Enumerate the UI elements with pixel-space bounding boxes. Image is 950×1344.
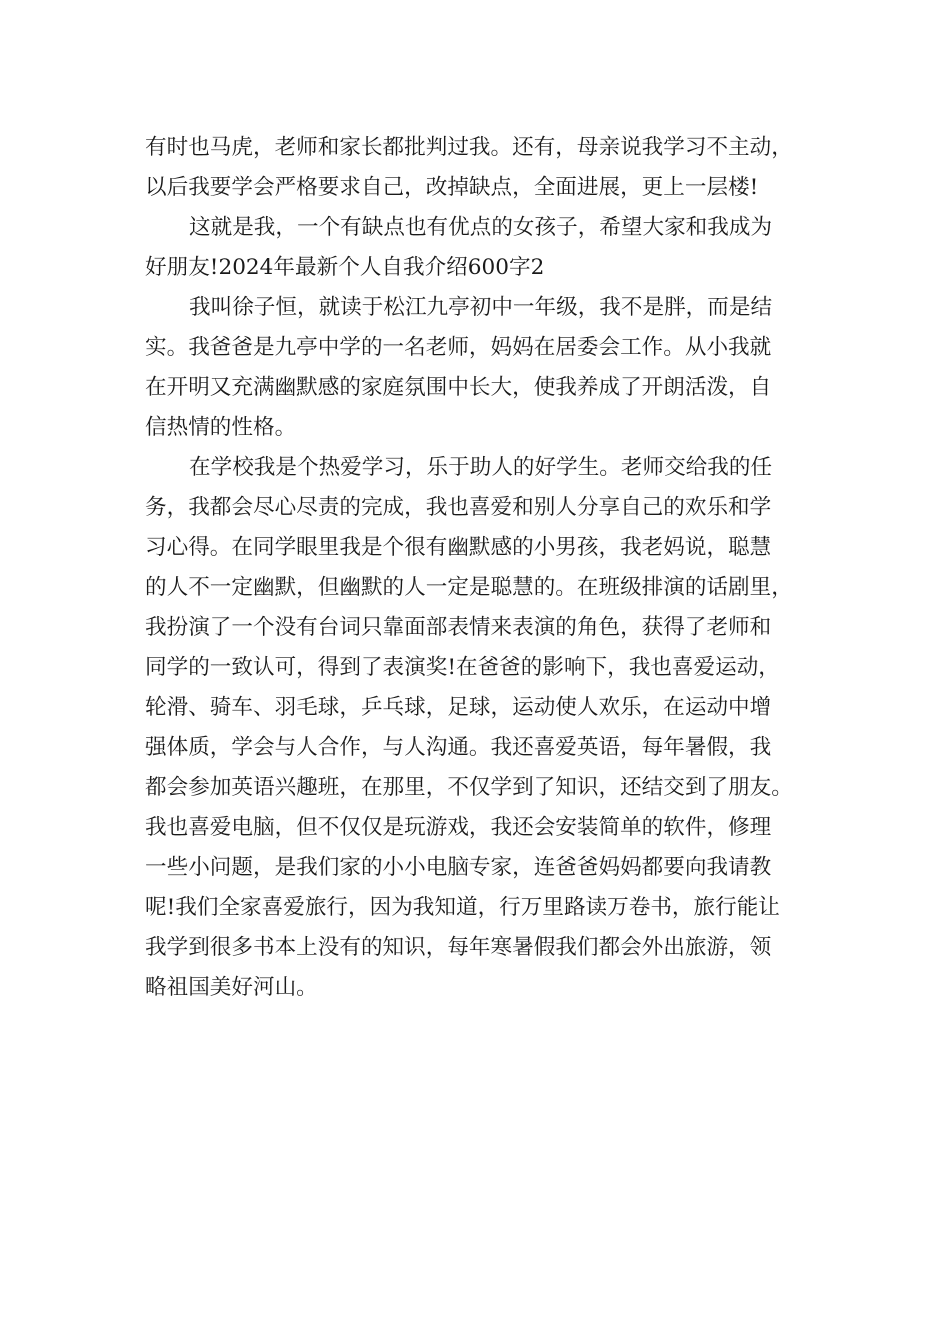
text-line: 习心得。在同学眼里我是个很有幽默感的小男孩，我老妈说，聪慧 [145,535,772,560]
text-line: 强体质，学会与人合作，与人沟通。我还喜爱英语，每年暑假，我 [145,735,772,760]
text-line: 信热情的性格。 [145,415,297,440]
text-line: 实。我爸爸是九亭中学的一名老师，妈妈在居委会工作。从小我就 [145,335,772,360]
text-line: 同学的一致认可，得到了表演奖!在爸爸的影响下，我也喜爱运动， [145,655,780,680]
text-line: 我扮演了一个没有台词只靠面部表情来表演的角色，获得了老师和 [145,615,772,640]
text-line: 务，我都会尽心尽责的完成，我也喜爱和别人分享自己的欢乐和学 [145,495,772,520]
text-line: 好朋友!2024年最新个人自我介绍600字2 [145,255,545,280]
text-line: 轮滑、骑车、羽毛球，乒乓球，足球，运动使人欢乐，在运动中增 [145,695,772,720]
text-line: 都会参加英语兴趣班，在那里，不仅学到了知识，还结交到了朋友。 [145,775,793,800]
text-line: 的人不一定幽默，但幽默的人一定是聪慧的。在班级排演的话剧里， [145,575,793,600]
text-line: 有时也马虎，老师和家长都批判过我。还有，母亲说我学习不主动， [145,135,793,160]
document-body [145,128,825,1008]
text-line: 在开明又充满幽默感的家庭氛围中长大，使我养成了开朗活泼，自 [145,375,772,400]
text-line: 略祖国美好河山。 [145,975,318,1000]
text-line: 一些小问题，是我们家的小小电脑专家，连爸爸妈妈都要向我请教 [145,855,772,880]
text-line: 这就是我，一个有缺点也有优点的女孩子，希望大家和我成为 [189,215,773,240]
text-line: 以后我要学会严格要求自己，改掉缺点，全面进展，更上一层楼! [145,175,759,200]
text-line: 我学到很多书本上没有的知识，每年寒暑假我们都会外出旅游，领 [145,935,772,960]
text-line: 呢!我们全家喜爱旅行，因为我知道，行万里路读万卷书，旅行能让 [145,895,780,920]
text-line: 我叫徐子恒，就读于松江九亭初中一年级，我不是胖，而是结 [189,295,773,320]
text-line: 我也喜爱电脑，但不仅仅是玩游戏，我还会安装简单的软件，修理 [145,815,772,840]
text-line: 在学校我是个热爱学习，乐于助人的好学生。老师交给我的任 [189,455,773,480]
